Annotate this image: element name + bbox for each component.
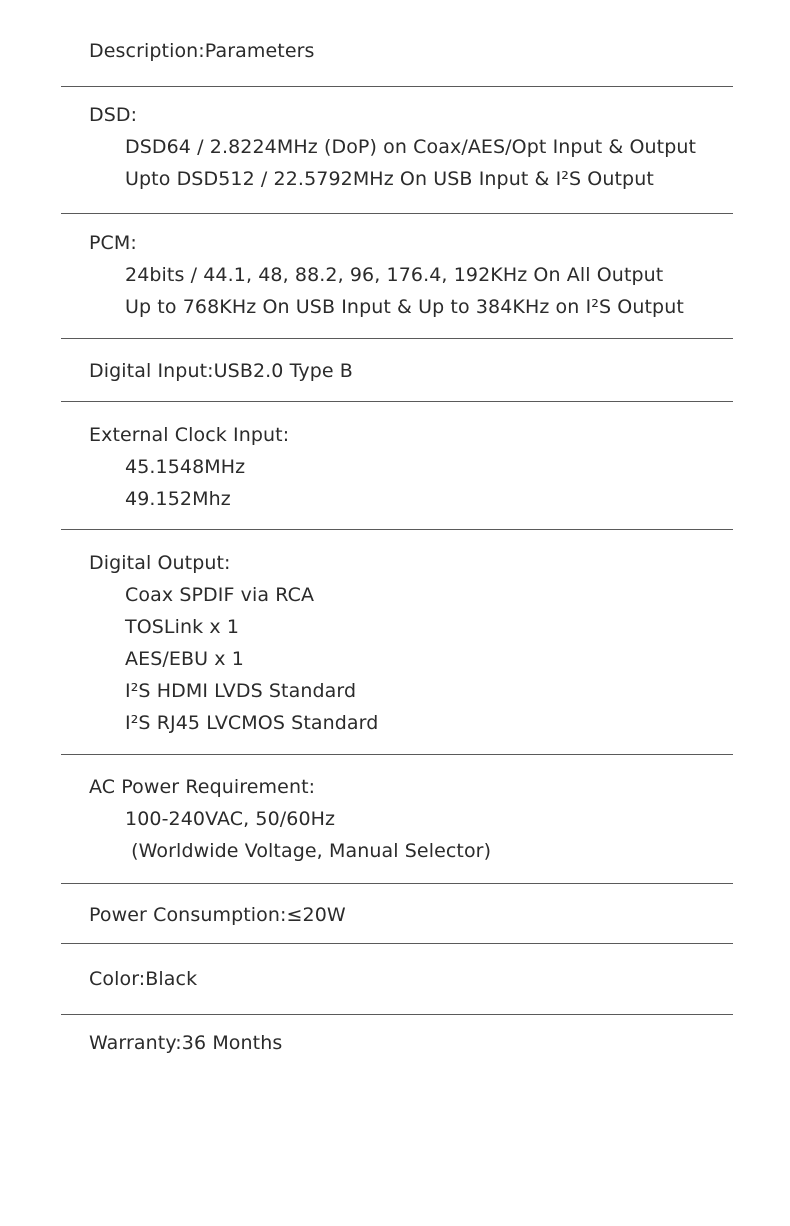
spec-value: I²S RJ45 LVCMOS Standard <box>125 712 379 734</box>
spec-value: DSD64 / 2.8224MHz (DoP) on Coax/AES/Opt Input & Output <box>125 136 697 158</box>
spec-heading: Digital Output: <box>89 552 231 574</box>
spec-heading: External Clock Input: <box>89 424 290 446</box>
divider <box>61 754 733 755</box>
divider <box>61 86 733 87</box>
spec-heading: PCM: <box>89 232 137 254</box>
divider <box>61 883 733 884</box>
divider <box>61 1014 733 1015</box>
spec-heading: Power Consumption:≤20W <box>89 904 346 926</box>
spec-heading: Description:Parameters <box>89 40 315 62</box>
spec-value: TOSLink x 1 <box>125 616 240 638</box>
divider <box>61 401 733 402</box>
divider <box>61 338 733 339</box>
spec-value: 45.1548MHz <box>125 456 246 478</box>
spec-value: Up to 768KHz On USB Input & Up to 384KHz on I²S Output <box>125 296 684 318</box>
divider <box>61 943 733 944</box>
spec-value: (Worldwide Voltage, Manual Selector) <box>125 840 492 862</box>
spec-value: 100-240VAC, 50/60Hz <box>125 808 336 830</box>
spec-value: I²S HDMI LVDS Standard <box>125 680 357 702</box>
spec-heading: DSD: <box>89 104 138 126</box>
spec-value: AES/EBU x 1 <box>125 648 244 670</box>
spec-value: Upto DSD512 / 22.5792MHz On USB Input & I²S Output <box>125 168 654 190</box>
spec-value: Coax SPDIF via RCA <box>125 584 315 606</box>
spec-heading: AC Power Requirement: <box>89 776 316 798</box>
spec-value: 49.152Mhz <box>125 488 231 510</box>
spec-heading: Digital Input:USB2.0 Type B <box>89 360 353 382</box>
spec-value: 24bits / 44.1, 48, 88.2, 96, 176.4, 192KHz On All Output <box>125 264 664 286</box>
divider <box>61 213 733 214</box>
divider <box>61 529 733 530</box>
spec-heading: Warranty:36 Months <box>89 1032 283 1054</box>
spec-heading: Color:Black <box>89 968 198 990</box>
